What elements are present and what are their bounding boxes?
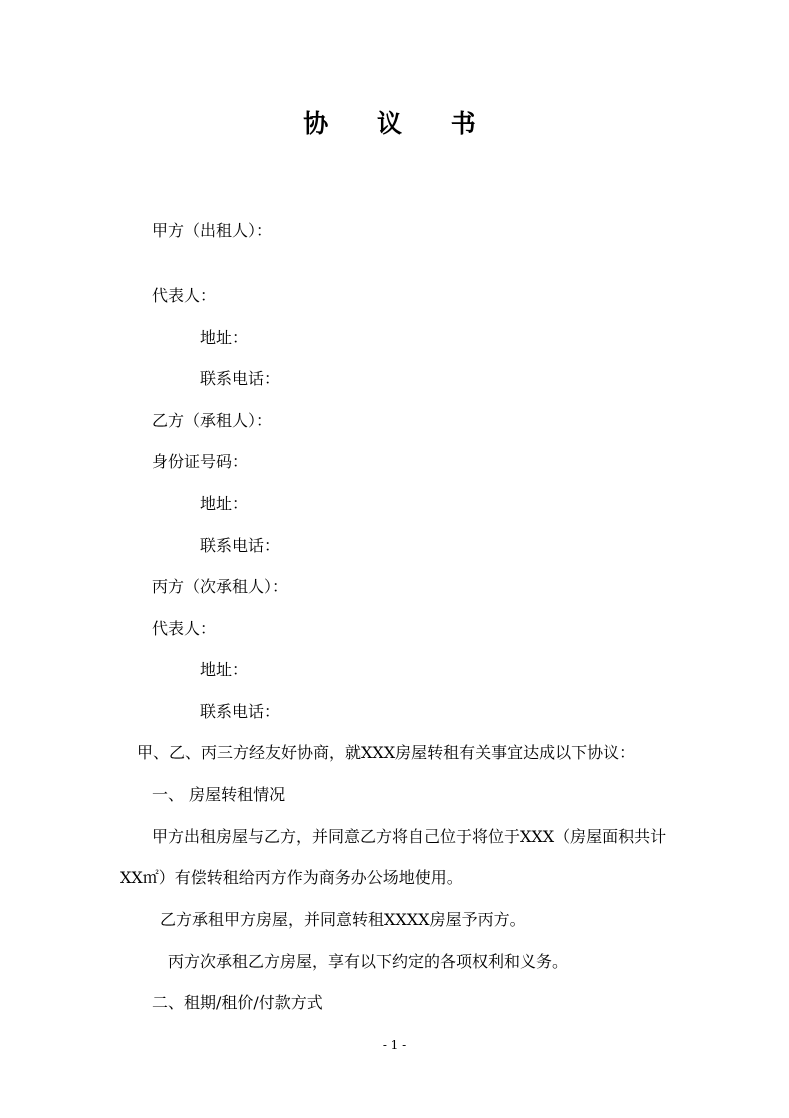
agreement-intro: 甲、乙、丙三方经友好协商，就XXX房屋转租有关事宜达成以下协议： bbox=[137, 743, 636, 762]
section-1-paragraph-3: 丙方次承租乙方房屋，享有以下约定的各项权利和义务。 bbox=[168, 952, 569, 971]
party-b-id-number: 身份证号码： bbox=[152, 452, 249, 471]
party-b-phone: 联系电话： bbox=[200, 536, 281, 555]
party-c-address: 地址： bbox=[200, 660, 249, 679]
party-b-label: 乙方（承租人）： bbox=[152, 411, 273, 430]
party-a-label: 甲方（出租人）： bbox=[152, 221, 273, 240]
section-1-paragraph-1-line-1: 甲方出租房屋与乙方，并同意乙方将自己位于将位于XXX（房屋面积共计 bbox=[152, 827, 667, 846]
party-b-address: 地址： bbox=[200, 494, 249, 513]
section-1-paragraph-1-line-2: XX㎡）有偿转租给丙方作为商务办公场地使用。 bbox=[120, 868, 463, 887]
party-c-representative: 代表人： bbox=[152, 619, 217, 638]
page-number: - 1 - bbox=[382, 1038, 407, 1052]
party-a-address: 地址： bbox=[200, 328, 249, 347]
document-title: 协 议 书 bbox=[303, 109, 496, 138]
section-2-heading: 二、租期/租价/付款方式 bbox=[152, 993, 323, 1012]
party-c-label: 丙方（次承租人）： bbox=[152, 577, 289, 596]
section-1-heading: 一、 房屋转租情况 bbox=[152, 785, 286, 804]
party-a-representative: 代表人： bbox=[152, 286, 217, 305]
party-c-phone: 联系电话： bbox=[200, 702, 281, 721]
section-1-paragraph-2: 乙方承租甲方房屋，并同意转租XXXX房屋予丙方。 bbox=[160, 910, 526, 929]
party-a-phone: 联系电话： bbox=[200, 369, 281, 388]
